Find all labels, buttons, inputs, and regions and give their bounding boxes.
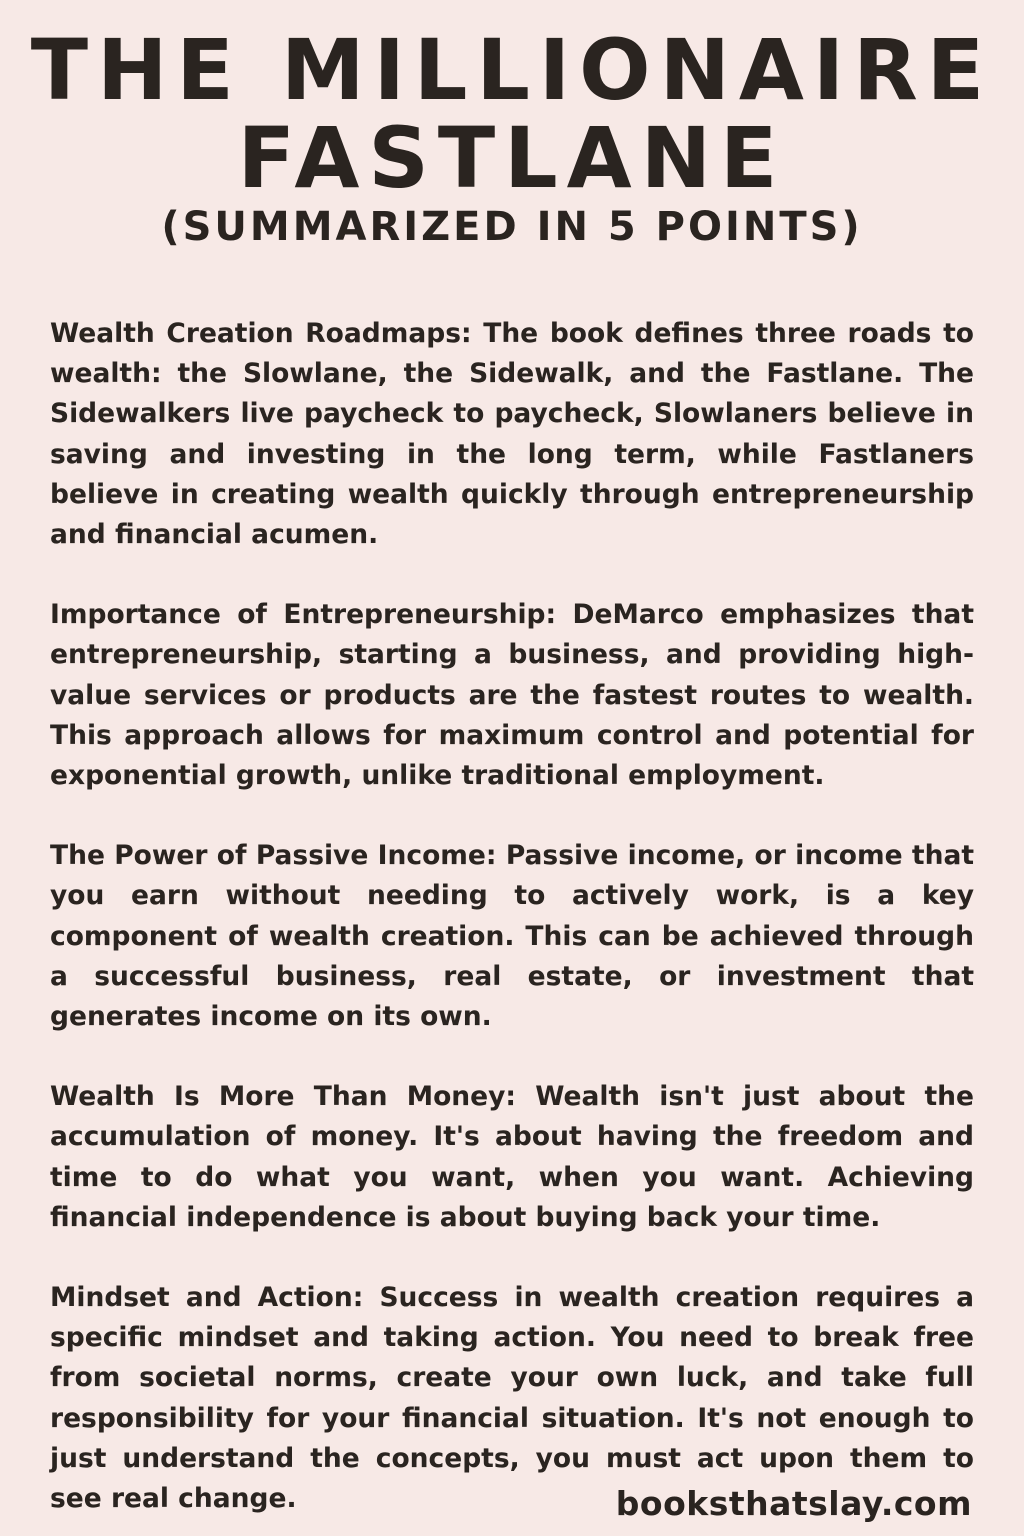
point-mindset-and-action: Mindset and Action: Success in wealth creation requires a specific mindset and taking action. You need to break free from societal norms, create your own luck, and take full responsibility for your financial situation. It's not enough to just understand the concepts, you must act upon them to see real change. — [50, 1282, 974, 1515]
point-importance-of-entrepreneurship: Importance of Entrepreneurship: DeMarco emphasizes that entrepreneurship, starting a business, and providing high-value services or products are the fastest routes to wealth. This approach allows for maximum control and potential for exponential growth, unlike traditional employment. — [50, 599, 974, 792]
point-wealth-more-than-money: Wealth Is More Than Money: Wealth isn't just about the accumulation of money. It's about having the freedom and time to do what you want, when you want. Achieving financial independence is about buying back your time. — [50, 1081, 974, 1233]
page-title-line-1: THE MILLIONAIRE — [30, 21, 994, 119]
page-subtitle: (SUMMARIZED IN 5 POINTS) — [161, 204, 863, 250]
point-power-of-passive-income: The Power of Passive Income: Passive income, or income that you earn without needing to actively work, is a key component of wealth creation. This can be achieved through a successful business, real estate, or investment that generates income on its own. — [50, 840, 974, 1033]
page-title-line-2: FASTLANE — [237, 109, 787, 207]
point-wealth-creation-roadmaps: Wealth Creation Roadmaps: The book defines three roads to wealth: the Slowlane, the Sidewalk, and the Fastlane. The Sidewalkers live paycheck to paycheck, Slowlaners believe in saving and investing in the long term, while Fastlaners believe in creating wealth quickly through entrepreneurship and financial acumen. — [50, 318, 974, 551]
website-credit: booksthatslay.com — [615, 1484, 972, 1523]
title-block — [0, 21, 1024, 250]
summary-points — [50, 314, 974, 1519]
